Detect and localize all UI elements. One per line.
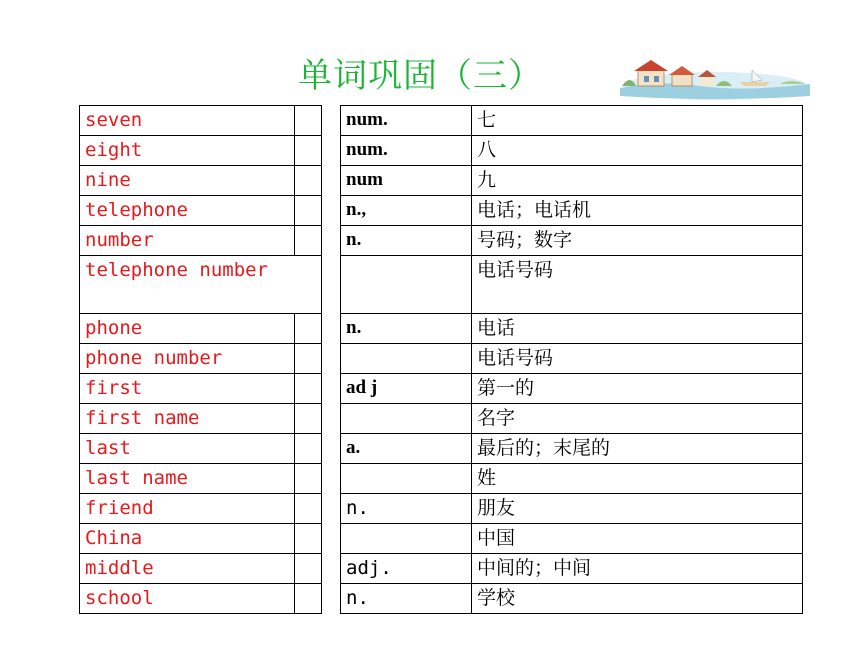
chinese-meaning: 九 [472, 166, 803, 196]
vocab-row [80, 494, 803, 524]
chinese-meaning: 姓 [472, 464, 803, 494]
column-gap [322, 464, 341, 494]
chinese-meaning: 电话 [472, 314, 803, 344]
part-of-speech [341, 524, 472, 554]
chinese-meaning: 电话号码 [472, 344, 803, 374]
part-of-speech [341, 464, 472, 494]
english-word: telephone number [80, 256, 322, 314]
chinese-meaning: 学校 [472, 584, 803, 614]
column-gap [322, 374, 341, 404]
page-title: 单词巩固（三） [298, 56, 543, 96]
chinese-meaning: 号码；数字 [472, 226, 803, 256]
blank-cell [295, 196, 322, 226]
column-gap [322, 256, 341, 314]
part-of-speech [341, 404, 472, 434]
vocab-row [80, 524, 803, 554]
chinese-meaning: 电话；电话机 [472, 196, 803, 226]
chinese-meaning: 中国 [472, 524, 803, 554]
vocab-row [80, 344, 803, 374]
english-word: telephone [80, 196, 295, 226]
blank-cell [295, 434, 322, 464]
column-gap [322, 434, 341, 464]
vocab-row [80, 374, 803, 404]
blank-cell [295, 464, 322, 494]
vocab-row [80, 584, 803, 614]
english-word: China [80, 524, 295, 554]
vocab-row [80, 404, 803, 434]
part-of-speech: n. [341, 226, 472, 256]
part-of-speech: a. [341, 434, 472, 464]
blank-cell [295, 404, 322, 434]
blank-cell [295, 226, 322, 256]
column-gap [322, 494, 341, 524]
english-word: middle [80, 554, 295, 584]
english-word: last [80, 434, 295, 464]
chinese-meaning: 八 [472, 136, 803, 166]
vocab-row [80, 196, 803, 226]
column-gap [322, 524, 341, 554]
chinese-meaning: 中间的；中间 [472, 554, 803, 584]
english-word: first [80, 374, 295, 404]
chinese-meaning: 朋友 [472, 494, 803, 524]
blank-cell [295, 374, 322, 404]
blank-cell [295, 106, 322, 136]
vocab-row [80, 464, 803, 494]
chinese-meaning: 七 [472, 106, 803, 136]
english-word: eight [80, 136, 295, 166]
vocab-row [80, 314, 803, 344]
part-of-speech: n. [341, 314, 472, 344]
english-word: first name [80, 404, 295, 434]
vocab-row [80, 226, 803, 256]
vocab-row [80, 554, 803, 584]
column-gap [322, 404, 341, 434]
part-of-speech: n. [341, 494, 472, 524]
vocab-row [80, 106, 803, 136]
part-of-speech [341, 344, 472, 374]
part-of-speech: n., [341, 196, 472, 226]
english-word: friend [80, 494, 295, 524]
english-word: school [80, 584, 295, 614]
blank-cell [295, 584, 322, 614]
vocab-row [80, 434, 803, 464]
column-gap [322, 136, 341, 166]
blank-cell [295, 524, 322, 554]
english-word: phone [80, 314, 295, 344]
vocabulary-table [79, 105, 803, 614]
chinese-meaning: 名字 [472, 404, 803, 434]
english-word: number [80, 226, 295, 256]
column-gap [322, 314, 341, 344]
blank-cell [295, 136, 322, 166]
english-word: phone number [80, 344, 295, 374]
chinese-meaning: 第一的 [472, 374, 803, 404]
column-gap [322, 196, 341, 226]
column-gap [322, 344, 341, 374]
column-gap [322, 584, 341, 614]
english-word: seven [80, 106, 295, 136]
seaside-village-illustration [620, 56, 810, 104]
column-gap [322, 166, 341, 196]
part-of-speech: num [341, 166, 472, 196]
blank-cell [295, 314, 322, 344]
column-gap [322, 106, 341, 136]
part-of-speech: num. [341, 136, 472, 166]
english-word: last name [80, 464, 295, 494]
part-of-speech: adj. [341, 554, 472, 584]
part-of-speech: num. [341, 106, 472, 136]
vocabulary-table-body [80, 106, 803, 614]
part-of-speech: n. [341, 584, 472, 614]
blank-cell [295, 166, 322, 196]
vocab-row [80, 166, 803, 196]
blank-cell [295, 344, 322, 374]
vocab-row [80, 256, 803, 314]
blank-cell [295, 494, 322, 524]
part-of-speech: ad j [341, 374, 472, 404]
part-of-speech [341, 256, 472, 314]
chinese-meaning: 电话号码 [472, 256, 803, 314]
blank-cell [295, 554, 322, 584]
column-gap [322, 226, 341, 256]
english-word: nine [80, 166, 295, 196]
vocab-row [80, 136, 803, 166]
column-gap [322, 554, 341, 584]
chinese-meaning: 最后的；末尾的 [472, 434, 803, 464]
